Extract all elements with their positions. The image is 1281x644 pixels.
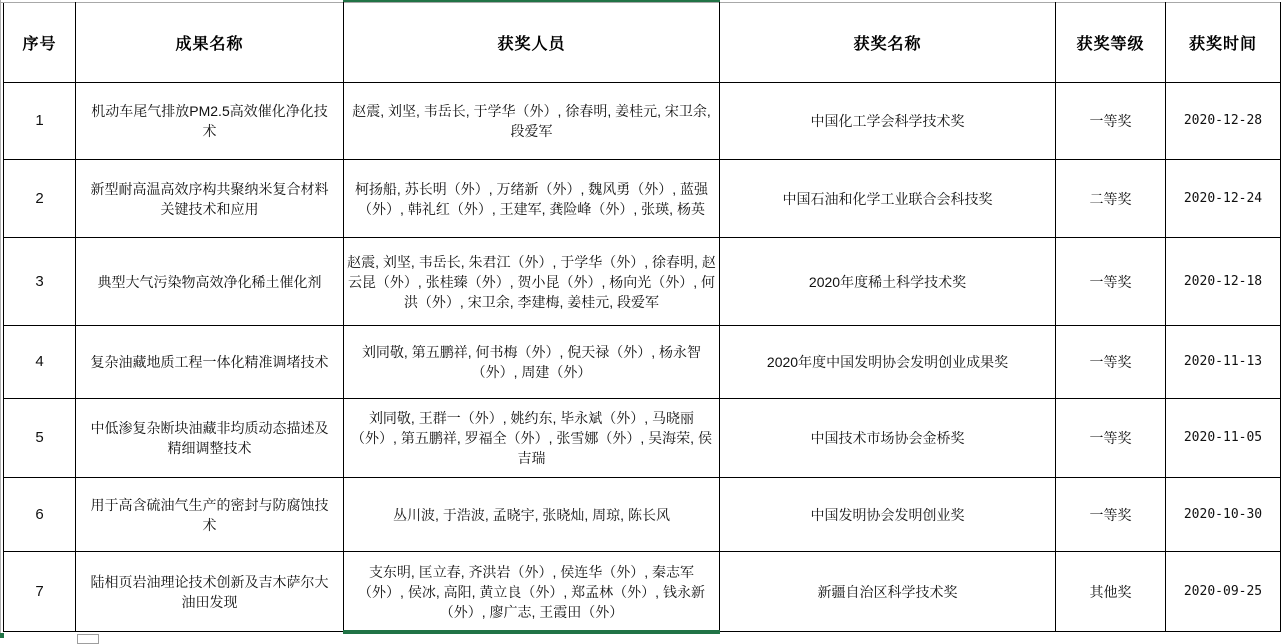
partial-next-row-cell [77, 634, 99, 644]
award-time-cell[interactable]: 2020-11-13 [1166, 326, 1281, 399]
table-row [4, 83, 1281, 160]
award-name-cell[interactable]: 中国石油和化学工业联合会科技奖 [720, 160, 1056, 238]
serial-number-cell[interactable]: 4 [4, 326, 76, 399]
award-time-cell[interactable]: 2020-10-30 [1166, 478, 1281, 552]
award-name-cell[interactable]: 中国技术市场协会金桥奖 [720, 399, 1056, 478]
award-name-cell[interactable]: 2020年度稀土科学技术奖 [720, 238, 1056, 326]
table-row [4, 552, 1281, 632]
award-grade-cell[interactable]: 二等奖 [1056, 160, 1166, 238]
achievement-name-cell[interactable]: 用于高含硫油气生产的密封与防腐蚀技术 [76, 478, 344, 552]
table-row [4, 326, 1281, 399]
table-row [4, 238, 1281, 326]
award-name-cell[interactable]: 新疆自治区科学技术奖 [720, 552, 1056, 632]
achievement-name-cell[interactable]: 中低渗复杂断块油藏非均质动态描述及精细调整技术 [76, 399, 344, 478]
table-row [4, 478, 1281, 552]
table-row [4, 399, 1281, 478]
award-name-cell[interactable]: 中国发明协会发明创业奖 [720, 478, 1056, 552]
awardees-cell[interactable]: 赵震, 刘坚, 韦岳长, 朱君江（外）, 于学华（外）, 徐春明, 赵云昆（外）, 张桂臻（外）, 贺小昆（外）, 杨向光（外）, 何洪（外）, 宋卫余, 李建梅, 姜桂元, 段爱军 [344, 238, 720, 326]
award-name-cell[interactable]: 中国化工学会科学技术奖 [720, 83, 1056, 160]
award-time-cell[interactable]: 2020-12-24 [1166, 160, 1281, 238]
achievement-name-cell[interactable]: 陆相页岩油理论技术创新及吉木萨尔大油田发现 [76, 552, 344, 632]
awardees-cell[interactable]: 刘同敬, 王群一（外）, 姚约东, 毕永斌（外）, 马晓丽（外）, 第五鹏祥, 罗福全（外）, 张雪娜（外）, 吴海荣, 侯吉瑞 [344, 399, 720, 478]
award-grade-cell[interactable]: 其他奖 [1056, 552, 1166, 632]
header-serial-number[interactable]: 序号 [4, 3, 76, 83]
award-grade-cell[interactable]: 一等奖 [1056, 399, 1166, 478]
award-time-cell[interactable]: 2020-12-28 [1166, 83, 1281, 160]
awardees-cell[interactable]: 丛川波, 于浩波, 孟晓宇, 张晓灿, 周琼, 陈长风 [344, 478, 720, 552]
table-header-row [4, 3, 1281, 83]
table-row [4, 160, 1281, 238]
serial-number-cell[interactable]: 3 [4, 238, 76, 326]
serial-number-cell[interactable]: 2 [4, 160, 76, 238]
header-award-time[interactable]: 获奖时间 [1166, 3, 1281, 83]
header-awardees[interactable]: 获奖人员 [344, 3, 720, 83]
award-time-cell[interactable]: 2020-09-25 [1166, 552, 1281, 632]
award-grade-cell[interactable]: 一等奖 [1056, 478, 1166, 552]
header-award-grade[interactable]: 获奖等级 [1056, 3, 1166, 83]
achievement-name-cell[interactable]: 新型耐高温高效序构共聚纳米复合材料关键技术和应用 [76, 160, 344, 238]
award-grade-cell[interactable]: 一等奖 [1056, 83, 1166, 160]
sheet-edge-gridline [0, 0, 1, 638]
achievement-name-cell[interactable]: 复杂油藏地质工程一体化精准调堵技术 [76, 326, 344, 399]
serial-number-cell[interactable]: 6 [4, 478, 76, 552]
award-grade-cell[interactable]: 一等奖 [1056, 326, 1166, 399]
awardees-cell[interactable]: 刘同敬, 第五鹏祥, 何书梅（外）, 倪天禄（外）, 杨永智（外）, 周建（外） [344, 326, 720, 399]
column-selection-bar-bottom [343, 630, 720, 634]
header-achievement-name[interactable]: 成果名称 [76, 3, 344, 83]
selection-corner-mark [0, 633, 4, 638]
award-time-cell[interactable]: 2020-11-05 [1166, 399, 1281, 478]
award-time-cell[interactable]: 2020-12-18 [1166, 238, 1281, 326]
achievement-name-cell[interactable]: 典型大气污染物高效净化稀土催化剂 [76, 238, 344, 326]
serial-number-cell[interactable]: 7 [4, 552, 76, 632]
table-body [4, 83, 1281, 632]
awardees-cell[interactable]: 赵震, 刘坚, 韦岳长, 于学华（外）, 徐春明, 姜桂元, 宋卫余, 段爱军 [344, 83, 720, 160]
achievement-name-cell[interactable]: 机动车尾气排放PM2.5高效催化净化技术 [76, 83, 344, 160]
serial-number-cell[interactable]: 5 [4, 399, 76, 478]
serial-number-cell[interactable]: 1 [4, 83, 76, 160]
awardees-cell[interactable]: 柯扬船, 苏长明（外）, 万绪新（外）, 魏风勇（外）, 蓝强（外）, 韩礼红（外）, 王建军, 龚险峰（外）, 张瑛, 杨英 [344, 160, 720, 238]
award-name-cell[interactable]: 2020年度中国发明协会发明创业成果奖 [720, 326, 1056, 399]
awardees-cell[interactable]: 支东明, 匡立春, 齐洪岩（外）, 侯连华（外）, 秦志军（外）, 侯冰, 高阳, 黄立良（外）, 郑孟林（外）, 钱永新（外）, 廖广志, 王霞田（外） [344, 552, 720, 632]
award-grade-cell[interactable]: 一等奖 [1056, 238, 1166, 326]
awards-table [3, 2, 1281, 632]
header-award-name[interactable]: 获奖名称 [720, 3, 1056, 83]
